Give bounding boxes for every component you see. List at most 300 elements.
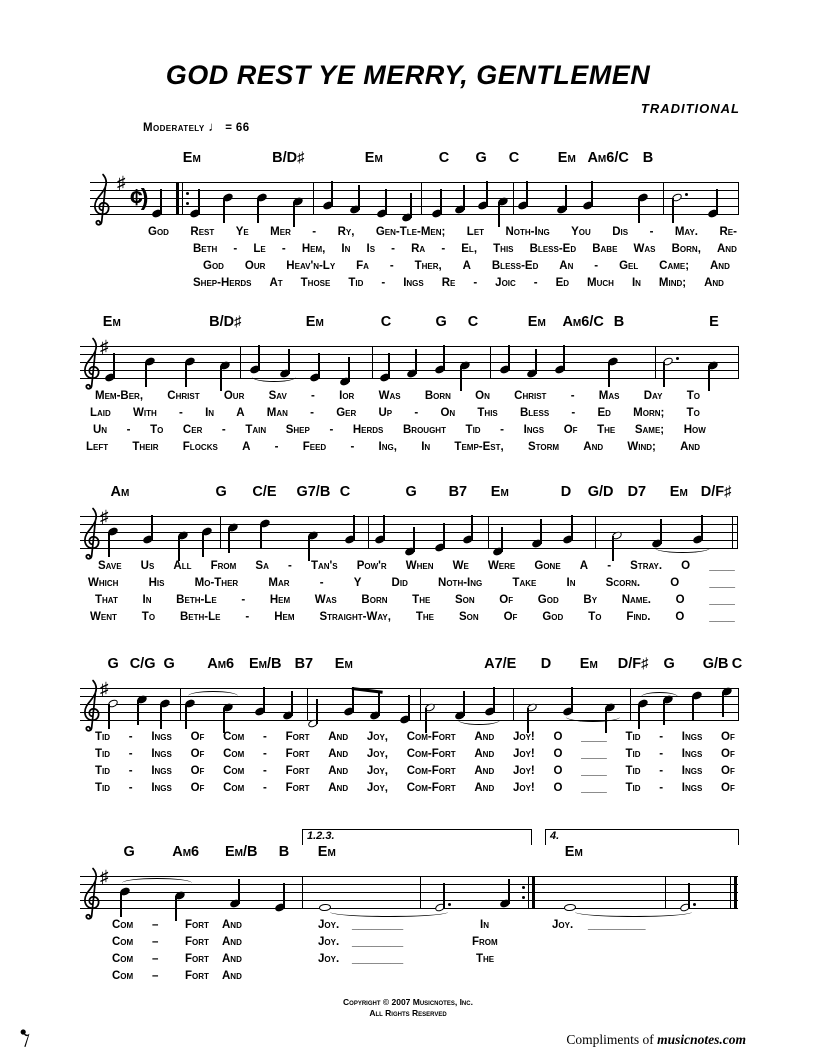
lyric-token: A xyxy=(236,407,245,419)
barline xyxy=(421,182,422,215)
chord-symbol: Em xyxy=(527,314,546,330)
eighth-rest-glyph xyxy=(20,1028,32,1048)
note-part xyxy=(440,189,441,214)
chord-symbol: G xyxy=(215,484,227,500)
note-part xyxy=(257,198,258,223)
lyric-token: Y xyxy=(353,577,362,589)
lyric-token: Tain xyxy=(245,424,267,436)
chord-symbol: Em xyxy=(182,150,201,166)
staff-line xyxy=(80,378,738,379)
lyric-token: Hem xyxy=(274,611,295,623)
chord-symbol: Am6/C xyxy=(562,314,604,330)
lyric-token: - xyxy=(571,407,576,419)
lyric-token: Com xyxy=(223,782,245,794)
lyric-token: Ings xyxy=(681,782,703,794)
lyric-token: Came; xyxy=(659,260,690,272)
barline xyxy=(420,876,421,909)
lyric-token: This xyxy=(493,243,514,255)
lyric-token: Joy, xyxy=(366,782,388,794)
lyric-token: A xyxy=(462,260,471,272)
chord-symbol: G/B xyxy=(702,656,729,672)
lyric-line xyxy=(203,260,730,272)
note-part xyxy=(693,903,696,906)
note-part xyxy=(463,185,464,210)
lyric-token: And xyxy=(717,243,737,255)
lyric-line xyxy=(88,577,735,589)
lyric-segment: And xyxy=(222,953,242,965)
lyric-token: Man xyxy=(266,407,288,419)
note-part xyxy=(137,700,138,725)
note-part xyxy=(291,691,292,716)
lyric-token: Ing, xyxy=(378,441,397,453)
note-part xyxy=(540,519,541,544)
lyric-token: His xyxy=(148,577,165,589)
barline xyxy=(180,688,181,721)
note-part xyxy=(716,189,717,214)
chord-symbol: B xyxy=(642,150,654,166)
page-title: GOD REST YE MERRY, GENTLEMEN xyxy=(165,60,651,90)
chord-symbol: A7/E xyxy=(484,656,517,672)
lyric-token: Gone xyxy=(534,560,561,572)
lyric-segment: Fort xyxy=(185,953,209,965)
lyric-token: Ings xyxy=(151,765,172,777)
barline xyxy=(488,516,489,549)
lyric-token: And xyxy=(474,731,495,743)
note-part xyxy=(722,692,723,717)
note-part xyxy=(688,883,689,908)
staff-line xyxy=(80,346,738,347)
lyric-token: By xyxy=(583,594,598,606)
note-part xyxy=(198,189,199,214)
lyric-line xyxy=(148,226,737,238)
lyric-token: O xyxy=(675,594,685,606)
chord-symbol: D xyxy=(540,656,552,672)
barline xyxy=(302,876,303,909)
chord-symbol: Am xyxy=(110,484,130,500)
lyric-token: Sav xyxy=(268,390,287,402)
lyric-token: El, xyxy=(461,243,478,255)
note-part xyxy=(358,185,359,210)
chord-symbol: Am6 xyxy=(207,656,235,672)
repeat-dot xyxy=(186,202,189,205)
lyric-token: Tid xyxy=(95,765,111,777)
lyric-token: God xyxy=(203,260,224,272)
lyric-token: - xyxy=(128,765,133,777)
repeat-dot xyxy=(186,192,189,195)
lyric-token: ____ xyxy=(709,577,735,589)
lyric-segment: – xyxy=(152,919,159,931)
lyric-token: Mo-Ther xyxy=(194,577,239,589)
lyric-segment: Joy. xyxy=(318,953,340,965)
lyric-token: And xyxy=(704,277,724,289)
note-part xyxy=(108,532,109,557)
compliments-footer xyxy=(566,1032,746,1048)
lyric-token: In xyxy=(142,594,152,606)
lyric-token: And xyxy=(328,765,349,777)
lyric-line xyxy=(98,560,735,572)
chord-symbol: Em/B xyxy=(224,844,258,860)
slur xyxy=(641,692,678,702)
lyric-token: Temp-Est, xyxy=(454,441,504,453)
staff-line xyxy=(80,524,738,525)
chord-symbol: Em xyxy=(364,150,383,166)
lyric-token: Pow'r xyxy=(356,560,387,572)
note-part xyxy=(413,527,414,552)
lyric-token: God xyxy=(542,611,564,623)
chord-symbol: Em xyxy=(305,314,324,330)
lyric-token: Bless-Ed xyxy=(529,243,577,255)
lyric-token: Was xyxy=(633,243,656,255)
lyric-token: Ry, xyxy=(337,226,355,238)
lyric-token: Le xyxy=(253,243,266,255)
key-signature-sharp: ♯ xyxy=(100,507,109,526)
copyright-line-1: Copyright © 2007 Musicnotes, Inc. xyxy=(343,997,473,1007)
key-signature-sharp: ♯ xyxy=(100,337,109,356)
lyric-token: O xyxy=(681,560,691,572)
lyric-token: Of xyxy=(721,782,735,794)
note-part xyxy=(228,528,229,553)
lyric-token: Went xyxy=(90,611,117,623)
lyric-token: And xyxy=(474,782,495,794)
lyric-token: Wind; xyxy=(627,441,656,453)
lyric-token: And xyxy=(474,765,495,777)
chord-symbol: C/E xyxy=(252,484,277,500)
lyric-token: Ior xyxy=(339,390,355,402)
lyric-token: Brought xyxy=(402,424,446,436)
chord-symbol: D/F♯ xyxy=(617,656,649,672)
lyric-token: Let xyxy=(466,226,485,238)
lyric-token: Of xyxy=(721,731,735,743)
key-signature-sharp: ♯ xyxy=(117,173,126,192)
lyric-token: - xyxy=(659,731,664,743)
copyright-line-2: All Rights Reserved xyxy=(369,1008,447,1018)
note-part xyxy=(238,879,239,904)
chord-symbol: G/D xyxy=(587,484,614,500)
chord-symbol: Em xyxy=(579,656,598,672)
lyric-token: An xyxy=(559,260,574,272)
note-part xyxy=(318,353,319,378)
note-part xyxy=(425,708,426,733)
note-part xyxy=(565,185,566,210)
note-part xyxy=(498,202,499,227)
lyric-token: This xyxy=(477,407,498,419)
lyric-token: - xyxy=(263,782,267,794)
note-part xyxy=(175,896,176,921)
slur xyxy=(330,907,448,917)
barline xyxy=(176,182,179,215)
note-part xyxy=(443,345,444,370)
chord-symbol: Em xyxy=(317,844,336,860)
lyric-token: Of xyxy=(503,611,518,623)
lyric-token: Ings xyxy=(681,748,703,760)
lyric-token: Born xyxy=(424,390,451,402)
tempo-label: Moderately xyxy=(143,122,205,134)
slur xyxy=(122,878,192,888)
barline xyxy=(738,688,739,721)
barline xyxy=(182,182,183,215)
lyric-token: Herds xyxy=(352,424,384,436)
lyric-token: Ger xyxy=(336,407,357,419)
barline xyxy=(240,346,241,379)
staff-line xyxy=(90,182,738,183)
lyric-token: Fort xyxy=(285,748,310,760)
lyric-token: Com-Fort xyxy=(406,782,456,794)
quarter-note-icon: ♩ xyxy=(208,119,222,134)
barline xyxy=(307,688,308,721)
chord-symbol: Em xyxy=(557,150,576,166)
lyric-token: - xyxy=(233,243,238,255)
key-signature-sharp: ♯ xyxy=(100,679,109,698)
treble-clef-icon xyxy=(81,679,101,733)
lyric-token: Mar xyxy=(268,577,290,589)
lyric-token: Our xyxy=(223,390,245,402)
lyric-token: Tid xyxy=(625,782,641,794)
lyric-token: Save xyxy=(98,560,122,572)
lyric-token: Beth-Le xyxy=(176,594,217,606)
lyric-token: Same; xyxy=(634,424,665,436)
lyric-token: - xyxy=(310,407,314,419)
note-part xyxy=(463,691,464,716)
lyric-token: Tid xyxy=(95,782,111,794)
note-part xyxy=(563,345,564,370)
chord-symbol: E xyxy=(709,314,719,330)
volta-bracket xyxy=(545,829,739,845)
lyric-line xyxy=(95,731,735,743)
lyric-token: Re xyxy=(441,277,456,289)
note-part xyxy=(591,181,592,206)
note-part xyxy=(113,353,114,378)
barline xyxy=(420,688,421,721)
lyric-token: Left xyxy=(86,441,109,453)
slur xyxy=(575,907,692,917)
lyric-token: Scorn. xyxy=(605,577,641,589)
lyric-token: Un xyxy=(93,424,108,436)
treble-clef-icon xyxy=(81,507,101,561)
slur xyxy=(252,372,296,382)
chord-symbol: Em xyxy=(334,656,353,672)
lyric-token: Ings xyxy=(151,748,172,760)
lyric-segment: And xyxy=(222,936,242,948)
lyric-token: At xyxy=(269,277,283,289)
lyric-token: Joy! xyxy=(512,731,535,743)
lyric-token: - xyxy=(473,277,478,289)
lyric-token: Bless xyxy=(519,407,550,419)
lyric-token: - xyxy=(263,765,267,777)
lyric-token: - xyxy=(311,390,315,402)
treble-clef-icon xyxy=(91,173,111,227)
note-part xyxy=(145,362,146,387)
lyric-token: - xyxy=(500,424,504,436)
lyric-token: - xyxy=(350,441,355,453)
note-part xyxy=(676,357,679,360)
lyric-token: Much xyxy=(587,277,614,289)
chord-symbol: G xyxy=(475,150,487,166)
lyric-line xyxy=(86,441,700,453)
lyric-token: All xyxy=(173,560,192,572)
chord-symbol: Am6/C xyxy=(587,150,629,166)
lyric-token: Tid xyxy=(95,748,111,760)
lyric-token: Shep-Herds xyxy=(193,277,252,289)
volta-bracket xyxy=(302,829,532,845)
note-part xyxy=(443,523,444,548)
slur xyxy=(458,715,500,725)
note-part xyxy=(223,198,224,223)
lyric-token: Mem-Ber, xyxy=(95,390,144,402)
chord-symbol: B7 xyxy=(448,484,468,500)
lyric-token: In xyxy=(566,577,576,589)
chord-symbol: Em/B xyxy=(248,656,282,672)
lyric-token: - xyxy=(312,226,317,238)
note-part xyxy=(385,189,386,214)
note-part xyxy=(223,708,224,733)
chord-symbol: G xyxy=(107,656,119,672)
barline xyxy=(738,346,739,379)
lyric-segment: Fort xyxy=(185,970,209,982)
lyric-token: Sa xyxy=(255,560,269,572)
lyric-token: - xyxy=(570,390,575,402)
lyric-segment: Fort xyxy=(185,936,209,948)
lyric-token: - xyxy=(241,594,246,606)
slur xyxy=(566,712,620,722)
lyric-token: Joy! xyxy=(512,782,535,794)
lyric-token: Heav'n-Ly xyxy=(286,260,336,272)
lyric-line xyxy=(93,424,706,436)
lyric-token: Of xyxy=(721,765,735,777)
lyric-token: ____ xyxy=(709,611,735,623)
chord-symbol: B/D♯ xyxy=(209,314,242,330)
note-part xyxy=(258,345,259,370)
lyric-segment: ________ xyxy=(352,953,404,965)
note-part xyxy=(308,536,309,561)
volta-label: 4. xyxy=(550,830,560,842)
lyric-token: Mind; xyxy=(658,277,687,289)
note-part xyxy=(448,903,451,906)
lyric-token: - xyxy=(179,407,183,419)
lyric-token: Joy! xyxy=(512,765,535,777)
lyric-token: In xyxy=(205,407,215,419)
staff-line xyxy=(90,190,738,191)
staff-line xyxy=(80,900,738,901)
lyric-token: When xyxy=(405,560,434,572)
lyric-token: Tid xyxy=(465,424,481,436)
lyric-token: - xyxy=(128,731,133,743)
lyric-token: Take xyxy=(512,577,537,589)
lyric-token: Of xyxy=(190,731,205,743)
chord-symbol: C xyxy=(438,150,450,166)
lyric-token: And xyxy=(328,782,349,794)
lyric-segment: Com xyxy=(112,936,134,948)
lyric-token: - xyxy=(274,441,279,453)
lyric-token: Ings xyxy=(403,277,424,289)
lyric-segment: And xyxy=(222,970,242,982)
lyric-segment: – xyxy=(152,953,159,965)
lyric-token: That xyxy=(95,594,118,606)
note-part xyxy=(672,198,673,223)
note-part xyxy=(352,687,353,712)
lyric-token: - xyxy=(329,424,334,436)
lyric-token: And xyxy=(710,260,730,272)
chord-symbol: C xyxy=(467,314,479,330)
lyric-token: Tid xyxy=(625,765,641,777)
lyric-token: Ed xyxy=(555,277,570,289)
lyric-token: A xyxy=(579,560,589,572)
lyric-token: - xyxy=(391,243,395,255)
note-part xyxy=(283,883,284,908)
lyric-token: The xyxy=(412,594,431,606)
chord-symbol: B/D♯ xyxy=(272,150,305,166)
barline xyxy=(368,516,369,549)
note-part xyxy=(288,349,289,374)
lyric-token: How xyxy=(683,424,706,436)
lyric-line xyxy=(90,407,700,419)
chord-symbol: D7 xyxy=(627,484,647,500)
lyric-token: Us xyxy=(140,560,155,572)
lyric-token: Ed xyxy=(597,407,611,419)
treble-clef-icon xyxy=(81,867,101,921)
lyric-token: The xyxy=(415,611,435,623)
lyric-token: Of xyxy=(563,424,578,436)
note-part xyxy=(408,695,409,720)
lyric-token: May. xyxy=(674,226,698,238)
note-part xyxy=(663,362,664,387)
lyric-token: - xyxy=(414,407,419,419)
lyric-token: Our xyxy=(244,260,266,272)
lyric-token: Noth-Ing xyxy=(438,577,483,589)
note-part xyxy=(638,704,639,729)
note-part xyxy=(692,696,693,721)
lyric-token: - xyxy=(594,260,599,272)
lyric-token: In xyxy=(421,441,431,453)
lyric-segment: Com xyxy=(112,970,134,982)
compliments-brand: musicnotes.com xyxy=(657,1032,746,1047)
note-part xyxy=(348,357,349,382)
chord-symbol: B xyxy=(613,314,625,330)
note-part xyxy=(663,700,664,725)
note-part xyxy=(185,362,186,387)
lyric-token: Born xyxy=(361,594,388,606)
lyric-segment: Joy. xyxy=(318,919,340,931)
lyric-token: - xyxy=(389,260,394,272)
lyric-token: Son xyxy=(458,611,479,623)
lyric-token: O xyxy=(553,748,563,760)
lyric-token: Were xyxy=(487,560,516,572)
note-part xyxy=(638,198,639,223)
lyric-token: Ings xyxy=(681,765,703,777)
chord-symbol: B xyxy=(278,844,290,860)
chord-symbol: G xyxy=(435,314,447,330)
lyric-token: - xyxy=(607,560,612,572)
barline xyxy=(630,688,631,721)
note-part xyxy=(486,181,487,206)
note-part xyxy=(293,202,294,227)
note-part xyxy=(460,366,461,391)
barline xyxy=(513,688,514,721)
lyric-token: God xyxy=(148,226,169,238)
staff-line xyxy=(80,354,738,355)
lyric-token: Son xyxy=(454,594,475,606)
chord-symbol: G xyxy=(405,484,417,500)
barline xyxy=(595,516,596,549)
barline xyxy=(730,876,731,909)
note-part xyxy=(508,345,509,370)
lyric-token: Of xyxy=(190,765,205,777)
chord-symbol: C xyxy=(508,150,520,166)
lyric-token: - xyxy=(221,424,226,436)
lyric-segment: ________ xyxy=(352,919,404,931)
chord-symbol: D xyxy=(560,484,572,500)
lyric-token: Dis xyxy=(612,226,629,238)
lyric-token: A xyxy=(242,441,251,453)
